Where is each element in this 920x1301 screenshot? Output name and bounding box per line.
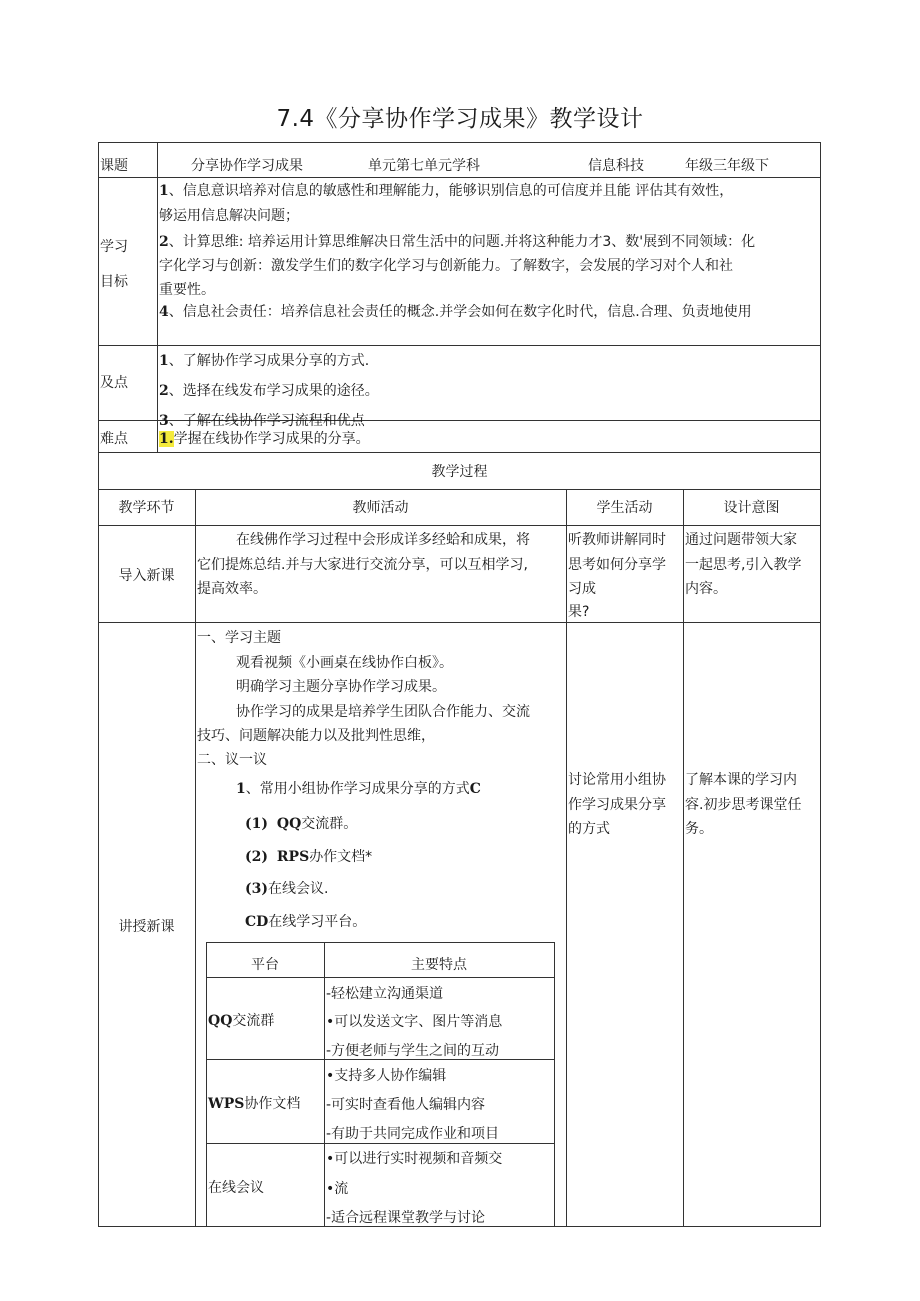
text-line: 果? [568, 604, 590, 620]
method-item: (1) QQ交流群。 [245, 816, 358, 832]
objective-line: 4、信息社会责任：培养信息社会责任的概念.并学会如何在数字化时代，信息.合理、负责地使用 [159, 304, 752, 320]
difficulty-label: 难点 [100, 431, 128, 447]
text-line: 通过问题带领大家 [685, 532, 797, 548]
objective-line: 1、信息意识培养对信息的敏感性和理解能力，能够识别信息的可信度并且能 评估其有效性， [159, 183, 734, 199]
platform-name: 在线会议 [208, 1180, 264, 1196]
column-header-stage: 教学环节 [118, 500, 175, 516]
column-header-purpose: 设计意图 [723, 500, 780, 516]
platform-col-header: 平台 [251, 957, 279, 973]
method-item: CD在线学习平台。 [245, 914, 367, 930]
objectives-label-1: 学习 [100, 239, 128, 255]
feature-line: -有助于共同完成作业和项目 [326, 1126, 500, 1142]
key-point-line: 2、选择在线发布学习成果的途径。 [159, 383, 379, 399]
objective-line: 重要性。 [159, 282, 215, 298]
topic-grade: 年级三年级下 [685, 158, 769, 174]
text-line: 观看视频《小画桌在线协作白板》。 [236, 655, 453, 671]
objective-line: 2、计算思维: 培养运用计算思维解决日常生活中的问题.并将这种能力才3、数'展到不同领域：化 [159, 234, 756, 250]
topic-name: 分享协作学习成果 [191, 158, 303, 174]
objective-line: 字化学习与创新：激发学生们的数字化学习与创新能力。了解数字，会发展的学习对个人和社 [159, 258, 733, 274]
method-item: (2) RPS办作文档* [245, 849, 373, 865]
key-points-label: 及点 [100, 375, 128, 391]
topic-unit: 单元第七单元学科 [368, 158, 480, 174]
feature-line: -方便老师与学生之间的互动 [326, 1043, 500, 1059]
feature-line: •可以发送文字、图片等消息 [326, 1014, 503, 1030]
topic-label: 课题 [100, 158, 128, 174]
column-header-teacher: 教师活动 [352, 500, 409, 516]
question-line: 1、常用小组协作学习成果分享的方式C [236, 781, 481, 797]
document-title: 7.4《分享协作学习成果》教学设计 [276, 106, 644, 132]
text-line: 的方式 [568, 821, 610, 837]
text-line: 容.初步思考课堂任 [685, 797, 802, 813]
text-line: 一起思考,引入教学 [685, 557, 802, 573]
objectives-label-2: 目标 [100, 274, 128, 290]
section-heading: 二、议一议 [197, 752, 267, 768]
method-item: (3)在线会议. [245, 881, 329, 897]
objective-line: 够运用信息解决问题； [159, 208, 299, 224]
text-line: 技巧、问题解决能力以及批判性思维， [197, 728, 435, 744]
feature-line: •可以进行实时视频和音频交 [326, 1151, 503, 1167]
text-line: 听教师讲解同时 [568, 532, 666, 548]
text-line: 讨论常用小组协 [568, 772, 666, 788]
process-header: 教学过程 [431, 464, 488, 480]
text-line: 提高效率。 [197, 581, 267, 597]
key-point-line: 3、了解在线协作学习流程和优点 [159, 413, 365, 429]
text-line: 作学习成果分享 [568, 797, 666, 813]
platform-name: WPS协作文档 [208, 1096, 301, 1112]
text-line: 在线佛作学习过程中会形成详多经蛤和成果，将 [236, 532, 530, 548]
intro-stage-label: 导入新课 [118, 568, 175, 584]
section-heading: 一、学习主题 [197, 630, 281, 646]
text-line: 协作学习的成果是培养学生团队合作能力、交流 [236, 704, 530, 720]
text-line: 它们提炼总结.并与大家进行交流分享，可以互相学习, [197, 557, 528, 573]
feature-line: -轻松建立沟通渠道 [326, 986, 444, 1002]
features-col-header: 主要特点 [411, 957, 467, 973]
topic-subject: 信息科技 [588, 158, 644, 174]
lecture-stage-label: 讲授新课 [118, 919, 175, 935]
text-line: 了解本课的学习内 [685, 772, 797, 788]
key-point-line: 1、了解协作学习成果分享的方式. [159, 353, 370, 369]
text-line: 思考如何分享学 [568, 557, 666, 573]
difficulty-text: 1.学握在线协作学习成果的分享。 [159, 431, 370, 447]
feature-line: -适合远程课堂教学与讨论 [326, 1210, 486, 1226]
feature-line: -可实时查看他人编辑内容 [326, 1097, 486, 1113]
text-line: 习成 [568, 581, 596, 597]
feature-line: •支持多人协作编辑 [326, 1068, 447, 1084]
text-line: 明确学习主题分享协作学习成果。 [236, 679, 446, 695]
text-line: 务。 [685, 821, 713, 837]
column-header-student: 学生活动 [596, 500, 653, 516]
feature-line: •流 [326, 1181, 349, 1197]
highlight-marker: 1. [159, 431, 174, 447]
text-line: 内容。 [685, 581, 727, 597]
platform-name: QQ交流群 [208, 1013, 275, 1029]
key-points-list [158, 346, 758, 429]
